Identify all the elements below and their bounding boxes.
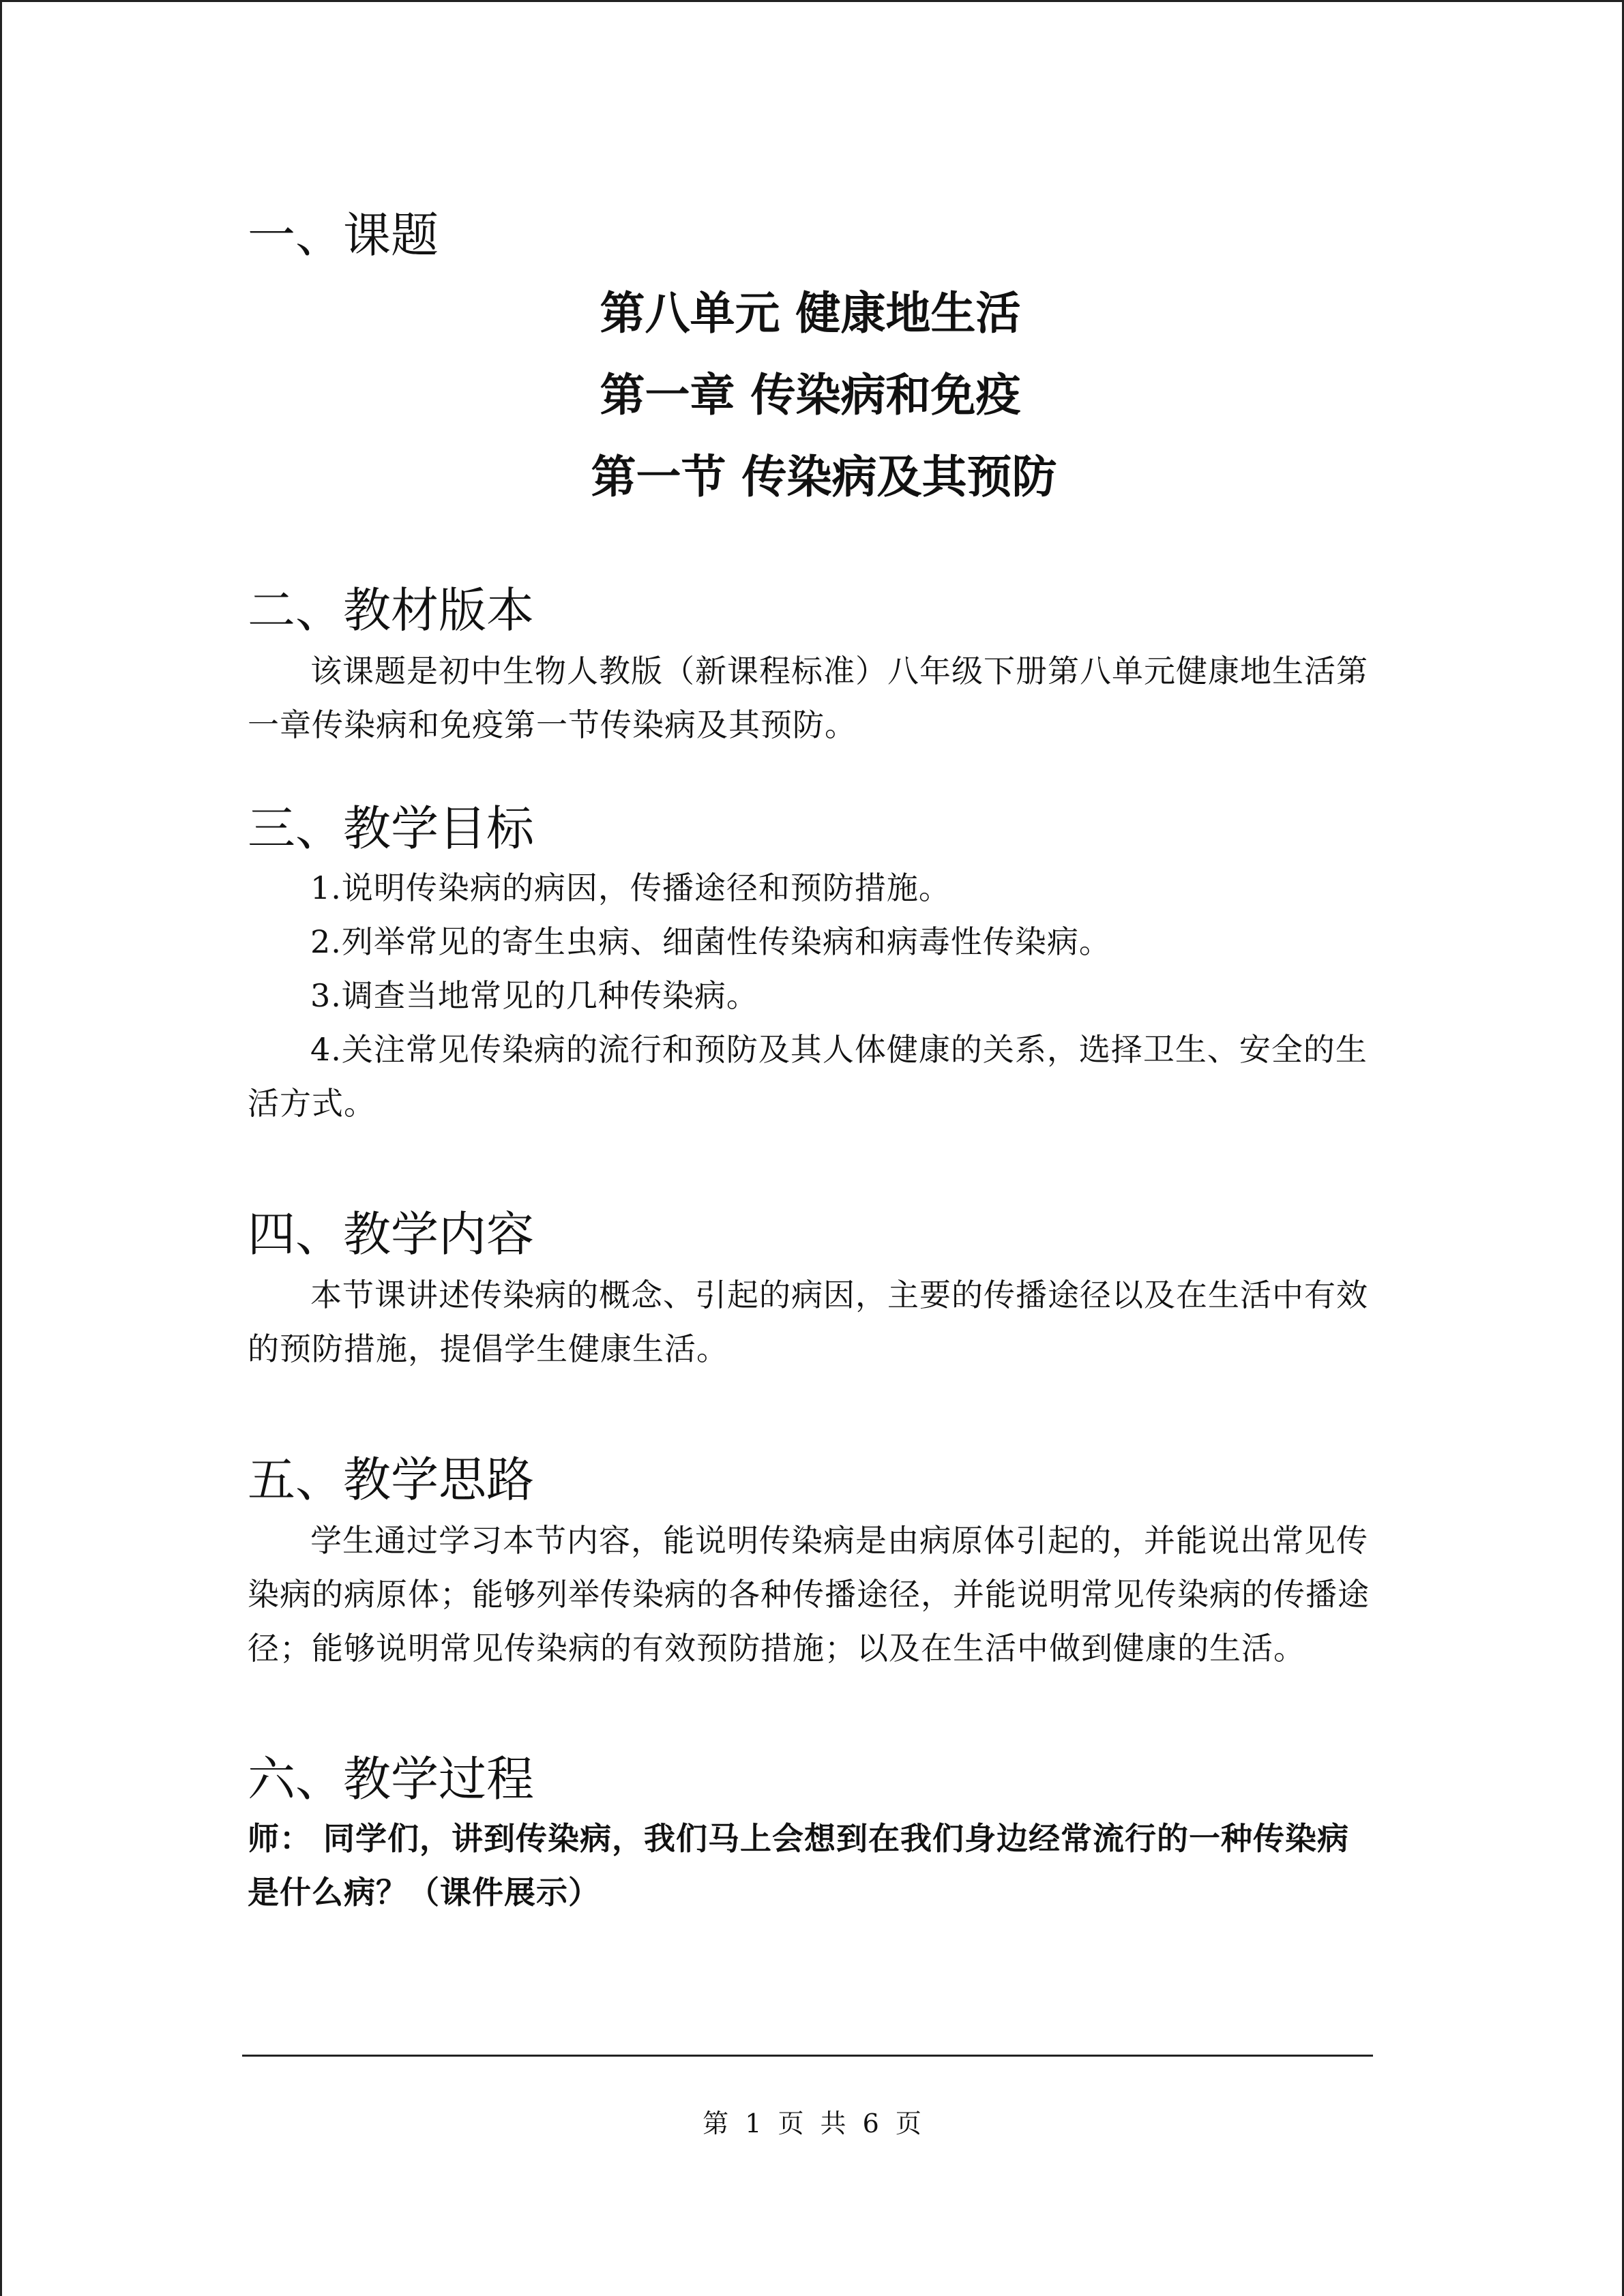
section-heading-content: 四、教学内容: [248, 1206, 534, 1262]
section-heading-process: 六、教学过程: [248, 1751, 534, 1807]
section-heading-objectives: 三、教学目标: [248, 801, 534, 856]
objective-item: 4.关注常见传染病的流行和预防及其人体健康的关系，选择卫生、安全的生活方式。: [248, 1031, 1368, 1122]
section-title: 第一节 传染病及其预防: [591, 451, 1057, 503]
section-heading-edition: 二、教材版本: [248, 582, 534, 638]
objective-item: 3.调查当地常见的几种传染病。: [310, 977, 758, 1014]
teacher-dialogue: 师： 同学们，讲到传染病，我们马上会想到在我们身边经常流行的一种传染病是什么病？（课件展示）: [248, 1820, 1350, 1911]
edition-paragraph: 该课题是初中生物人教版（新课程标准）八年级下册第八单元健康地生活第一章传染病和免疫第一节传染病及其预防。: [248, 653, 1368, 743]
page-number: 第 1 页 共 6 页: [703, 2108, 926, 2138]
approach-paragraph: 学生通过学习本节内容，能说明传染病是由病原体引起的，并能说出常见传染病的病原体；能够列举传染病的各种传播途径，并能说明常见传染病的传播途径；能够说明常见传染病的有效预防措施；以及在生活中做到健康的生活。: [248, 1522, 1370, 1667]
chapter-title: 第一章 传染病和免疫: [600, 369, 1021, 421]
objective-item: 2.列举常见的寄生虫病、细菌性传染病和病毒性传染病。: [310, 923, 1111, 960]
lesson-title-block: [248, 287, 1373, 503]
footer-divider: [242, 2055, 1373, 2057]
objective-item: 1.说明传染病的病因，传播途径和预防措施。: [310, 869, 951, 906]
section-heading-topic: 一、课题: [248, 207, 439, 263]
section-heading-approach: 五、教学思路: [248, 1452, 534, 1508]
objectives-list: [248, 861, 1373, 1131]
content-paragraph: 本节课讲述传染病的概念、引起的病因，主要的传播途径以及在生活中有效的预防措施，提倡学生健康生活。: [248, 1277, 1368, 1367]
document-body: [248, 207, 1373, 1920]
unit-title: 第八单元 健康地生活: [600, 287, 1021, 340]
